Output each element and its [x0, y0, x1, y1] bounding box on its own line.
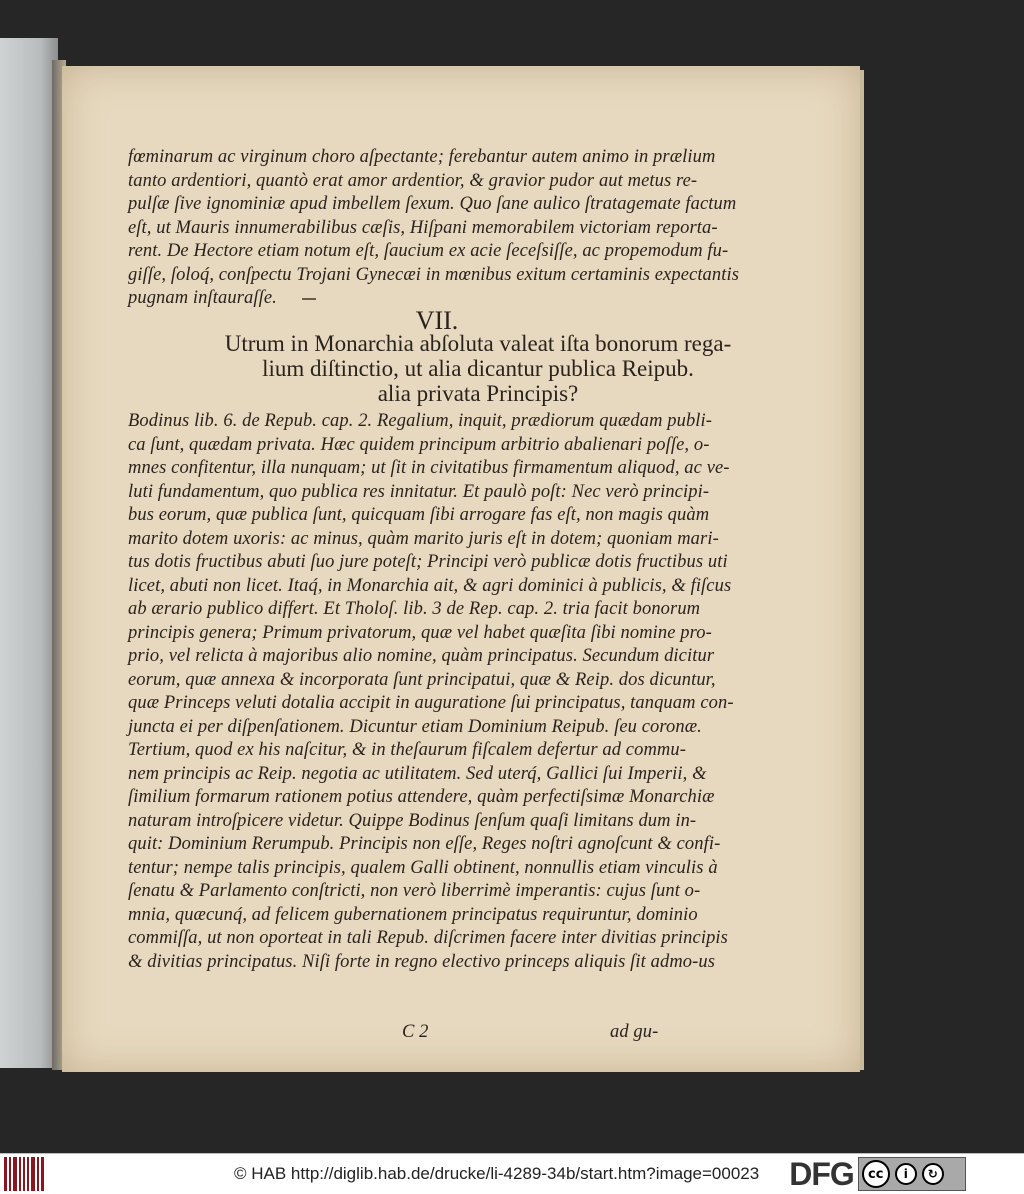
scanned-page: [62, 66, 860, 1072]
top-paragraph: [128, 146, 816, 311]
text-line: fœminarum ac virginum choro aſpectante; ferebantur autem animo in prælium: [128, 147, 716, 167]
text-line: & divitias principatus. Niſi forte in regno electivo princeps aliquis ſit admo-us: [128, 951, 716, 972]
text-line: pulſæ ſive ignominiæ apud imbellem ſexum. Quo ſane aulico ſtratagemate factum: [128, 194, 737, 214]
text-line: quit: Dominium Rerumpub. Principis non eſſe, Reges noſtri agnoſcunt & confi-: [128, 834, 721, 854]
text-line: tus dotis fructibus abuti ſuo jure poteſt; Principi verò publicæ dotis fructibus uti: [128, 552, 728, 572]
text-line: prio, vel relicta à majoribus alio nomine, quàm principatus. Secundum dicitur: [128, 646, 715, 666]
cc-icon: cc: [862, 1160, 890, 1188]
text-line: quæ Princeps veluti dotalia accipit in auguratione ſui principatus, tanquam con-: [128, 693, 734, 713]
text-line: ſenatu & Parlamento conſtricti, non verò liberrimè imperantis: cujus ſunt o-: [128, 881, 701, 901]
section-heading: [128, 331, 828, 406]
cc-license-badge[interactable]: [858, 1157, 966, 1191]
text-line: naturam introſpicere videtur. Quippe Bodinus ſenſum quaſi limitans dum in-: [128, 810, 697, 831]
text-line: rent. De Hectore etiam notum eſt, ſaucium ex acie ſeceſsiſſe, ac propemodum fu-: [128, 241, 729, 261]
text-line: Bodinus lib. 6. de Repub. cap. 2. Regalium, inquit, prædiorum quædam publi-: [128, 411, 713, 431]
text-line: Tertium, quod ex his naſcitur, & in theſaurum fiſcalem defertur ad commu-: [128, 740, 686, 760]
copyright-link[interactable]: © HAB http://diglib.hab.de/drucke/li-4289-34b/start.htm?image=00023: [234, 1164, 760, 1183]
text-line: licet, abuti non licet. Itaq́, in Monarchia ait, & agri dominici à publicis, & fiſcus: [128, 575, 732, 596]
heading-line: Utrum in Monarchia abſoluta valeat iſta bonorum rega-: [224, 331, 732, 356]
text-line: luti fundamentum, quo publica res innitatur. Et paulò poſt: Nec verò principi-: [128, 481, 710, 502]
text-line: marito dotem uxoris: ac minus, quàm marito juris eſt in dotem; quoniam mari-: [128, 528, 719, 549]
heading-line: alia privata Principis?: [377, 381, 579, 406]
text-line: eorum, quæ annexa & incorporata ſunt principatui, quæ & Reip. dos dicuntur,: [128, 669, 716, 690]
text-line: ab ærario publico differt. Et Tholoſ. lib. 3 de Rep. cap. 2. tria facit bonorum: [128, 599, 701, 619]
text-line: tentur; nempe talis principis, qualem Galli obtinent, nonnullis etiam vinculis à: [128, 857, 718, 878]
catchword: ad gu-: [610, 1022, 659, 1042]
viewer-footer: [0, 1153, 1024, 1194]
text-line: tanto ardentiori, quantò erat amor ardentior, & gravior pudor aut metus re-: [128, 170, 698, 191]
separator-dash: [302, 298, 316, 300]
page-edge: [860, 70, 864, 1070]
text-line: ſimilium formarum rationem potius attendere, quàm perfectiſsimæ Monarchiæ: [128, 787, 715, 807]
text-line: ca ſunt, quædam privata. Hæc quidem principum arbitrio abalienari poſſe, o-: [128, 434, 710, 455]
text-line: nem principis ac Reip. negotia ac utilitatem. Sed uterq́, Gallici ſui Imperii, &: [128, 763, 707, 784]
text-line: bus eorum, quæ publica ſunt, quicquam ſibi arrogare fas eſt, non magis quàm: [128, 505, 710, 525]
text-line: giſſe, ſoloq́, conſpectu Trojani Gynecæi in mœnibus exitum certaminis expectantis: [128, 264, 740, 285]
signature-mark: C 2: [402, 1022, 429, 1042]
text-line: juncta ei per diſpenſationem. Dicuntur etiam Dominium Reipub. ſeu coronæ.: [128, 716, 702, 737]
by-icon: i: [895, 1163, 917, 1185]
facing-page-edge: [0, 38, 58, 1068]
dfg-logo[interactable]: DFG: [789, 1155, 854, 1192]
text-line: principis genera; Primum privatorum, quæ vel habet quæſita ſibi nomine pro-: [128, 622, 712, 643]
body-paragraph: [128, 410, 828, 974]
hab-logo-icon: [4, 1157, 44, 1191]
section-number: VII.: [415, 306, 459, 335]
text-line: mnes confitentur, illa nunquam; ut ſit in civitatibus firmamentum aliquod, ac ve-: [128, 458, 730, 478]
text-line: commiſſa, ut non oporteat in tali Repub. diſcrimen facere inter divitias principis: [128, 928, 728, 948]
heading-line: lium diſtinctio, ut alia dicantur publica Reipub.: [262, 356, 694, 381]
sa-icon: ↻: [922, 1163, 944, 1185]
text-line: mnia, quæcunq́, ad felicem gubernationem principatus requiruntur, dominio: [128, 904, 698, 925]
text-line: eſt, ut Mauris innumerabilibus cæſis, Hiſpani memorabilem victoriam reporta-: [128, 217, 718, 238]
text-line: pugnam inſtauraſſe.: [128, 288, 277, 308]
